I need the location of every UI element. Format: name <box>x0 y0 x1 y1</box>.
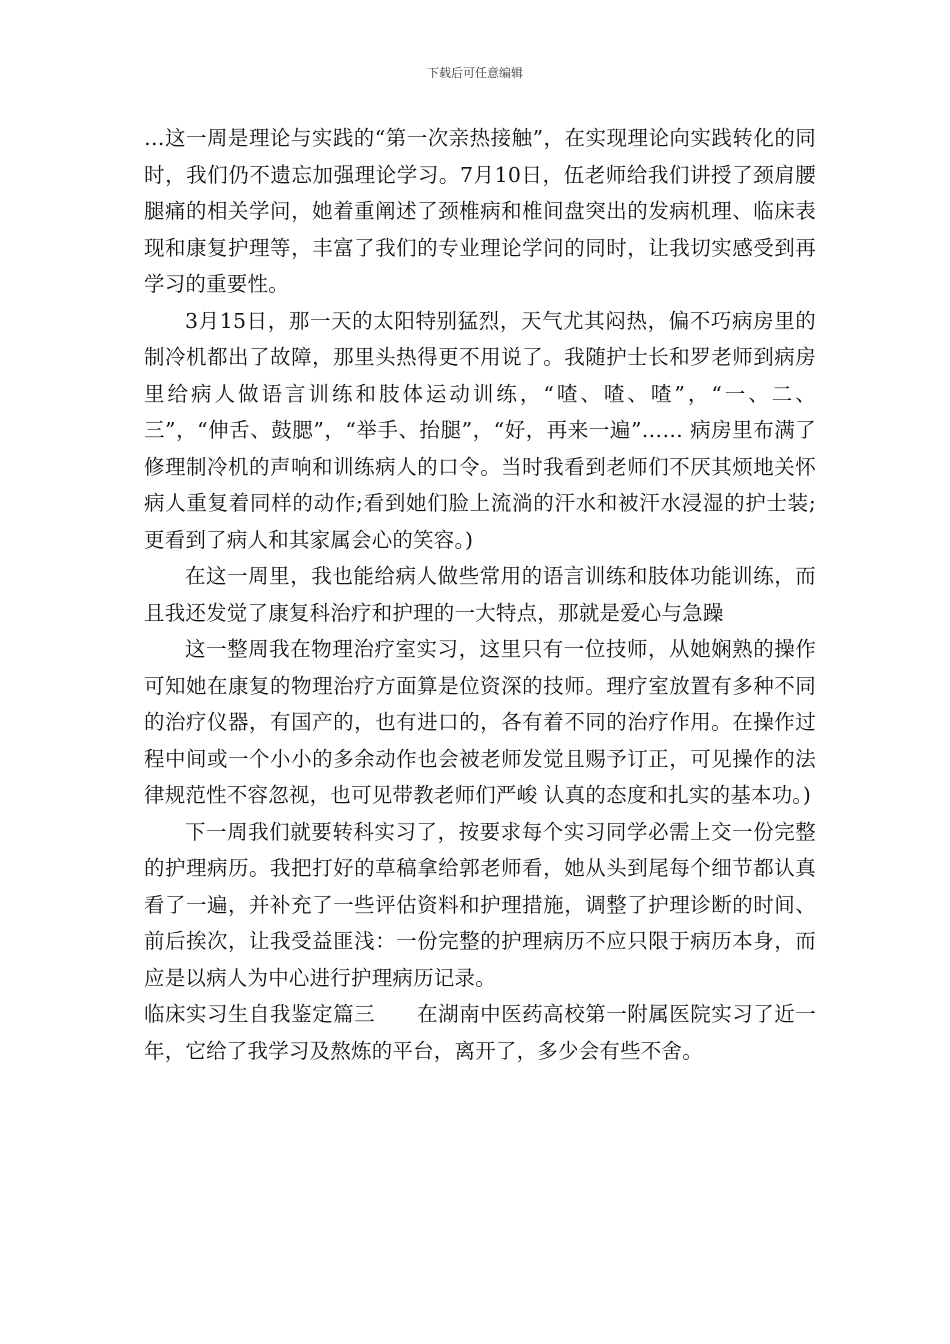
paragraph-5: 下一周我们就要转科实习了，按要求每个实习同学必需上交一份完整的护理病历。我把打好的草稿拿给郭老师看，她从头到尾每个细节都认真看了一遍，并补充了一些评估资料和护理措施，调整了护理诊断的时间、前后挨次，让我受益匪浅：一份完整的护理病历不应只限于病历本身，而应是以病人为中心进行护理病历记录。 <box>144 819 816 990</box>
paragraph-3: 在这一周里，我也能给病人做些常用的语言训练和肢体功能训练，而且我还发觉了康复科治疗和护理的一大特点，那就是爱心与急躁 <box>144 564 816 625</box>
document-body <box>144 120 816 1069</box>
page-header: 下载后可任意编辑 <box>426 66 523 80</box>
paragraph-6: 临床实习生自我鉴定篇三 在湖南中医药高校第一附属医院实习了近一年，它给了我学习及熬炼的平台，离开了，多少会有些不舍。 <box>144 1002 816 1063</box>
paragraph-4: 这一整周我在物理治疗室实习，这里只有一位技师，从她娴熟的操作可知她在康复的物理治疗方面算是位资深的技师。理疗室放置有多种不同的治疗仪器，有国产的，也有进口的，各有着不同的治疗作用。在操作过程中间或一个小小的多余动作也会被老师发觉且赐予订正，可见操作的法律规范性不容忽视，也可见带教老师们严峻 认真的态度和扎实的基本功。) <box>144 637 816 807</box>
paragraph-2: 3月15日，那一天的太阳特别猛烈，天气尤其闷热，偏不巧病房里的制冷机都出了故障，那里头热得更不用说了。我随护士长和罗老师到病房里给病人做语言训练和肢体运动训练，“喳、喳、喳”，“一、二、三”，“伸舌、鼓腮”，“举手、抬腿”，“好，再来一遍”…… 病房里布满了修理制冷机的声响和训练病人的口令。当时我看到老师们不厌其烦地关怀病人重复着同样的动作;看到她们脸上流淌的汗水和被汗水浸湿的护士装;更看到了病人和其家属会心的笑容。) <box>144 308 816 552</box>
paragraph-1: …这一周是理论与实践的“第一次亲热接触”，在实现理论向实践转化的同时，我们仍不遗忘加强理论学习。7月10日，伍老师给我们讲授了颈肩腰腿痛的相关学问，她着重阐述了颈椎病和椎间盘突出的发病机理、临床表现和康复护理等，丰富了我们的专业理论学问的同时，让我切实感受到再学习的重要性。 <box>144 126 816 296</box>
